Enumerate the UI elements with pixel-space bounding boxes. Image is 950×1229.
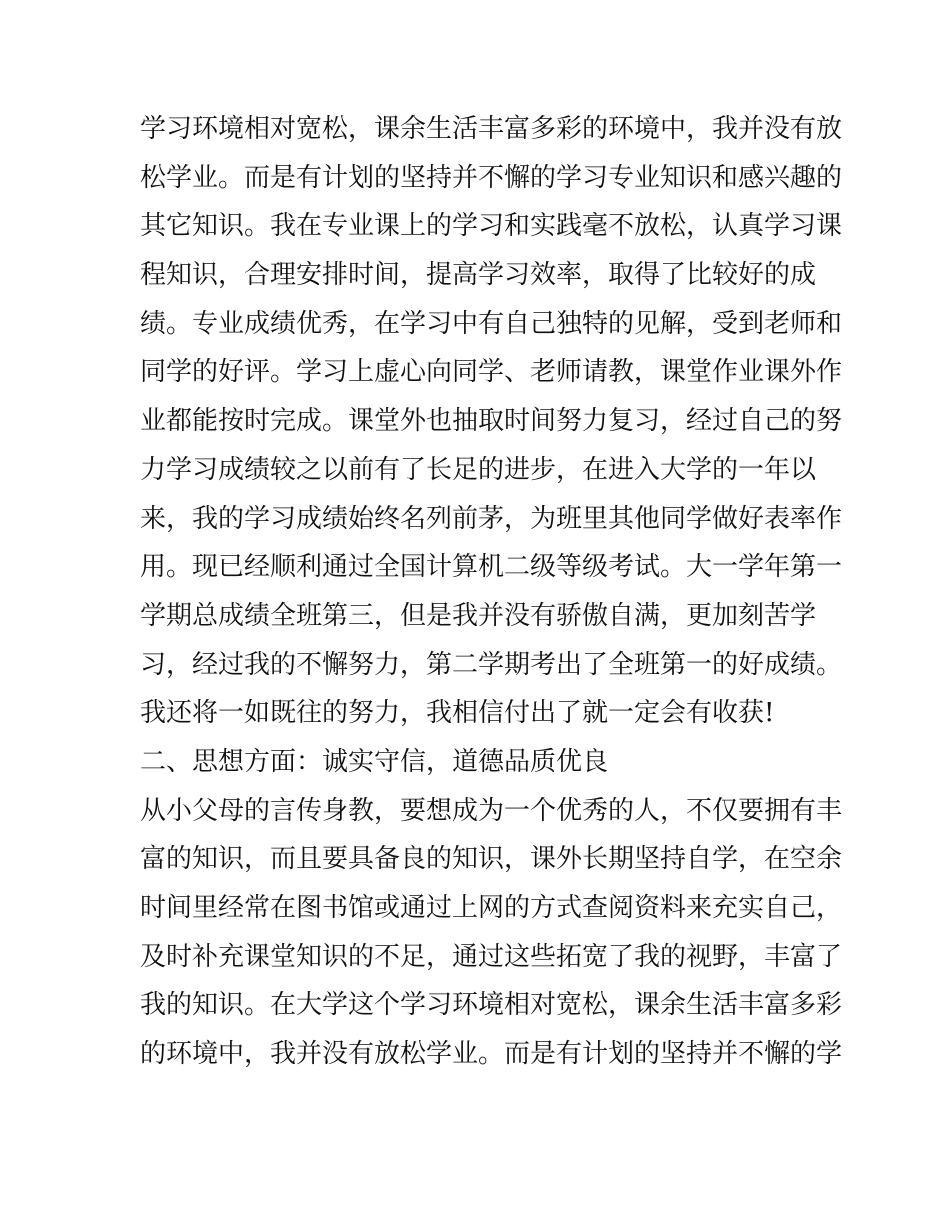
text-line: 业都能按时完成。课堂外也抽取时间努力复习，经过自己的努	[140, 406, 843, 437]
text-line: 我还将一如既往的努力，我相信付出了就一定会有收获!	[140, 698, 775, 729]
text-line: 从小父母的言传身教，要想成为一个优秀的人，不仅要拥有丰	[140, 795, 843, 826]
text-line: 习，经过我的不懈努力，第二学期考出了全班第一的好成绩。	[140, 649, 843, 680]
text-line: 力学习成绩较之以前有了长足的进步，在进入大学的一年以	[140, 454, 817, 485]
text-line: 的环境中，我并没有放松学业。而是有计划的坚持并不懈的学	[140, 1039, 843, 1070]
text-line: 富的知识，而且要具备良的知识，课外长期坚持自学，在空余	[140, 844, 843, 875]
text-line: 及时补充课堂知识的不足，通过这些拓宽了我的视野，丰富了	[140, 941, 843, 972]
text-line: 其它知识。我在专业课上的学习和实践毫不放松，认真学习课	[140, 211, 843, 242]
body-text	[140, 105, 843, 1079]
text-line: 同学的好评。学习上虚心向同学、老师请教，课堂作业课外作	[140, 357, 843, 388]
section-heading: 二、思想方面：诚实守信，道德品质优良	[140, 746, 609, 777]
text-line: 用。现已经顺利通过全国计算机二级等级考试。大一学年第一	[140, 552, 843, 583]
text-line: 来，我的学习成绩始终名列前茅，为班里其他同学做好表率作	[140, 503, 843, 534]
text-line: 学习环境相对宽松，课余生活丰富多彩的环境中，我并没有放	[140, 114, 843, 144]
text-line: 我的知识。在大学这个学习环境相对宽松，课余生活丰富多彩	[140, 990, 843, 1021]
text-line: 松学业。而是有计划的坚持并不懈的学习专业知识和感兴趣的	[140, 162, 843, 193]
text-line: 学期总成绩全班第三，但是我并没有骄傲自满，更加刻苦学	[140, 600, 817, 631]
text-line: 时间里经常在图书馆或通过上网的方式查阅资料来充实自己，	[140, 893, 843, 923]
text-line: 程知识，合理安排时间，提高学习效率，取得了比较好的成	[140, 260, 817, 291]
text-line: 绩。专业成绩优秀，在学习中有自己独特的见解，受到老师和	[140, 308, 843, 339]
